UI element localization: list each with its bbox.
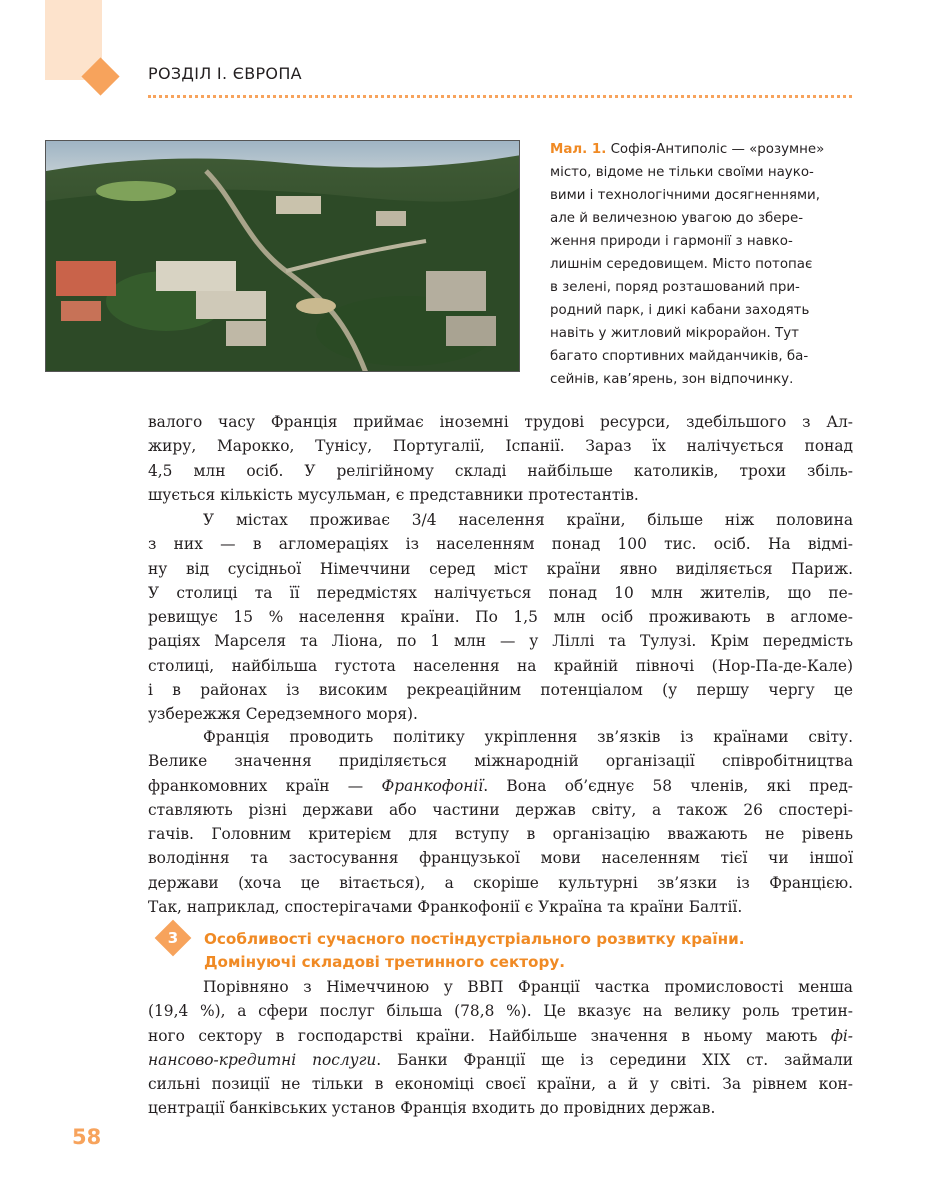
section-heading: [204, 928, 854, 974]
paragraph-francophonie: [148, 725, 853, 919]
text-line: сильні позиції не тільки в економіці своєї країни, а й у світі. За рівнем кон-: [148, 1075, 853, 1094]
text-segment: . Вона об’єднує 58 членів, які пред-: [483, 776, 853, 795]
caption-line: лишнім середовищем. Місто потопає: [550, 257, 813, 272]
text-line: ну від сусідньої Німеччини серед міст країни явно виділяється Париж.: [148, 559, 853, 578]
caption-line: навіть у житловий мікрорайон. Тут: [550, 326, 799, 341]
caption-text: Софія-Антиполіс — «розумне»: [606, 142, 825, 157]
section-heading-line: Домінуючі складові третинного сектору.: [204, 953, 566, 971]
sophia-antipolis-photo: [45, 140, 520, 372]
caption-line-1: [550, 138, 860, 161]
caption-line: вими і технологічними досягненнями,: [550, 188, 821, 203]
text-segment: франкомовних країн —: [148, 776, 382, 795]
caption-line: але й величезною увагою до збере-: [550, 211, 804, 226]
figure-label: Мал. 1.: [550, 142, 607, 157]
text-line: У столиці та її передмістях налічується понад 10 млн жителів, що пе-: [148, 583, 853, 602]
caption-line: місто, відоме не тільки своїми науко-: [550, 165, 814, 180]
text-line: Так, наприклад, спостерігачами Франкофонії є Україна та країни Балтії.: [148, 898, 743, 917]
caption-line: багато спортивних майданчиків, ба-: [550, 349, 809, 364]
text-line: столиці, найбільша густота населення на крайній півночі (Нор-Па-де-Кале): [148, 656, 853, 675]
paragraph-tertiary-sector: [148, 975, 853, 1121]
text-segment: . Банки Франції ще із середини XIX ст. займали: [376, 1050, 854, 1069]
text-line: Велике значення приділяється міжнародній організації співробітництва: [148, 752, 853, 771]
caption-line: в зелені, поряд розташований при-: [550, 280, 800, 295]
text-line-francophonie: [148, 774, 853, 798]
text-line: ревищує 15 % населення країни. По 1,5 млн осіб проживають в агломе-: [148, 608, 853, 627]
text-line: центрації банківських установ Франція входить до провідних держав.: [148, 1099, 716, 1118]
text-line: шується кількість мусульман, є представники протестантів.: [148, 485, 639, 504]
text-line: [148, 1024, 853, 1048]
section-number: 3: [167, 929, 179, 947]
caption-line: родний парк, і дикі кабани заходять: [550, 303, 810, 318]
section-title: РОЗДІЛ І. ЄВРОПА: [148, 64, 302, 83]
text-line: ставляють різні держави або частини держав світу, а також 26 спостері-: [148, 800, 853, 819]
text-line: гачів. Головним критерієм для вступу в організацію вважають не рівень: [148, 825, 853, 844]
text-line: раціях Марселя та Ліона, по 1 млн — у Ліллі та Тулузі. Крім передмість: [148, 632, 853, 651]
text-line: і в районах із високим рекреаційним потенціалом (у першу чергу це: [148, 681, 853, 700]
aerial-city-photo: [46, 141, 520, 372]
text-segment: ного сектору в господарстві країни. Найбільше значення в ньому мають: [148, 1026, 831, 1045]
caption-line: ження природи і гармонії з навко-: [550, 234, 793, 249]
paragraph-immigration: [148, 410, 853, 507]
text-line: 4,5 млн осіб. У релігійному складі найбільше католиків, трохи збіль-: [148, 461, 853, 480]
text-line: (19,4 %), а сфери послуг більша (78,8 %). Це вказує на велику роль третин-: [148, 1002, 853, 1021]
header-dotted-rule: [148, 95, 852, 98]
text-line: Франція проводить політику укріплення зв’язків із країнами світу.: [203, 728, 853, 746]
term-financial-services: нансово-кредитні послуги: [148, 1050, 377, 1069]
text-line: жиру, Марокко, Тунісу, Португалії, Іспанії. Зараз їх налічується понад: [148, 437, 853, 456]
caption-line: сейнів, кав’ярень, зон відпочинку.: [550, 372, 794, 387]
term-financial-services: фі-: [830, 1026, 853, 1045]
text-line: узбережжя Середземного моря).: [148, 705, 418, 724]
figure-caption: [550, 138, 860, 391]
paragraph-urban-population: [148, 508, 853, 727]
text-line: валого часу Франція приймає іноземні трудові ресурси, здебільшого з Ал-: [148, 413, 853, 431]
text-line: володіння та застосування французької мови населенням тієї чи іншої: [148, 849, 853, 868]
text-line: з них — в агломераціях із населенням понад 100 тис. осіб. На відмі-: [148, 535, 853, 554]
text-line: [148, 1048, 853, 1072]
page-number: 58: [72, 1125, 102, 1149]
term-francophonie: Франкофонії: [381, 776, 484, 795]
text-line: держави (хоча це вітається), а скоріше культурні зв’язки із Францією.: [148, 873, 853, 892]
section-heading-line: Особливості сучасного постіндустріального розвитку країни.: [204, 930, 745, 948]
text-line: У містах проживає 3/4 населення країни, більше ніж половина: [203, 511, 853, 529]
text-line: Порівняно з Німеччиною у ВВП Франції частка промисловості менша: [203, 978, 853, 996]
